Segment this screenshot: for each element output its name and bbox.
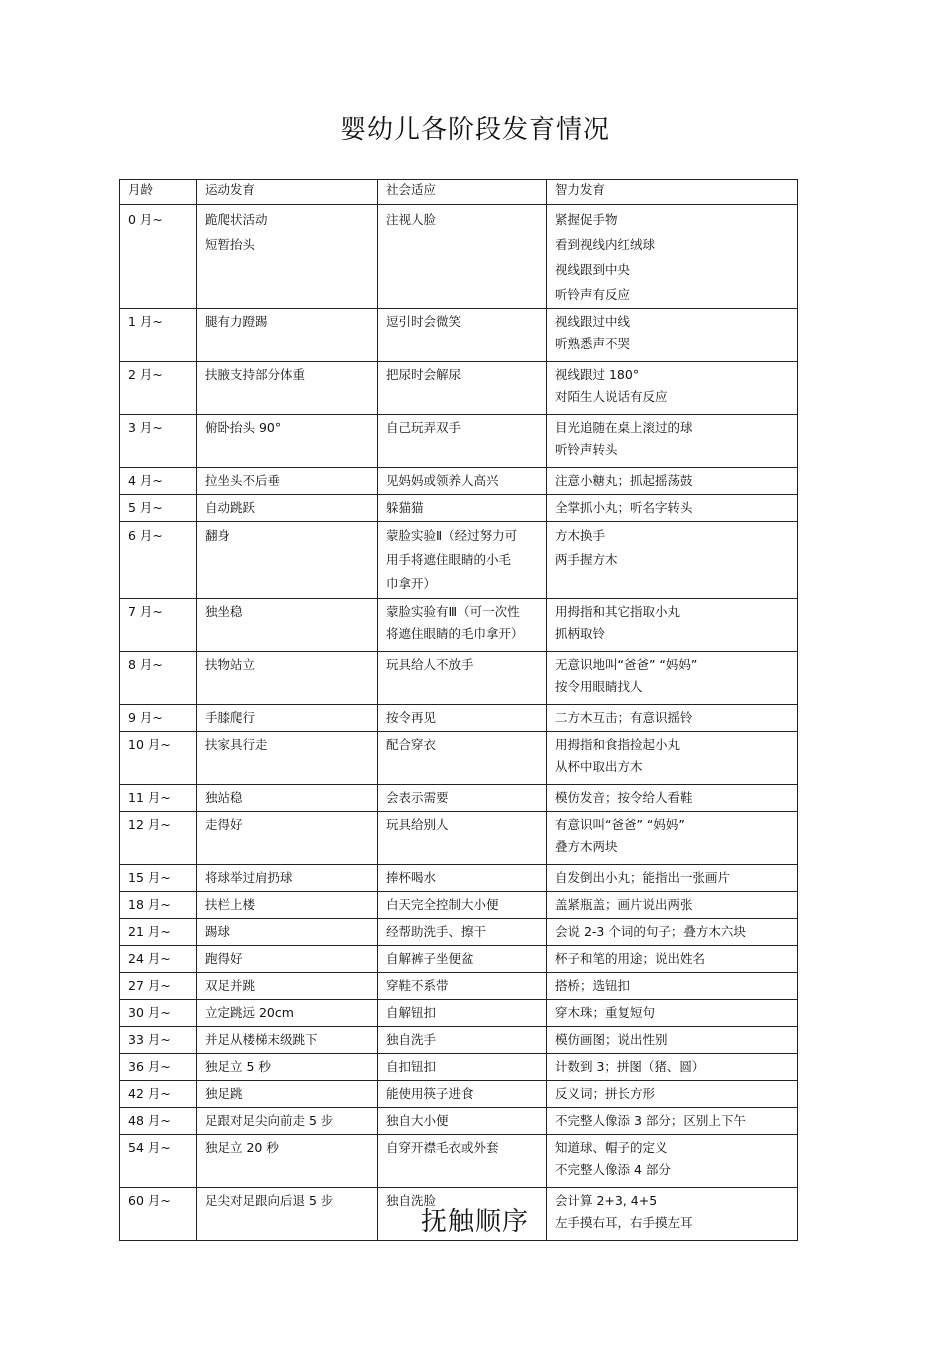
social-cell <box>378 495 547 522</box>
motor-text: 足跟对足尖向前走 5 步 <box>205 1113 334 1128</box>
age-label: 60 月~ <box>128 1193 171 1208</box>
motor-cell <box>197 362 378 415</box>
social-cell <box>378 522 547 599</box>
motor-cell <box>197 599 378 652</box>
age-label: 21 月~ <box>128 924 171 939</box>
intellect-text: 听熟悉声不哭 <box>555 336 631 351</box>
social-cell <box>378 732 547 785</box>
intellect-text: 模仿画图；说出性别 <box>555 1032 668 1047</box>
table-row <box>120 973 798 1000</box>
intellect-text: 自发倒出小丸；能指出一张画片 <box>555 870 731 885</box>
social-cell <box>378 973 547 1000</box>
social-cell <box>378 652 547 705</box>
social-text: 按令再见 <box>386 710 437 725</box>
intellect-cell <box>547 362 798 415</box>
age-label: 54 月~ <box>128 1140 171 1155</box>
table-row <box>120 946 798 973</box>
intellect-cell <box>547 973 798 1000</box>
age-label: 11 月~ <box>128 790 171 805</box>
age-cell <box>120 785 197 812</box>
age-label: 12 月~ <box>128 817 171 832</box>
header-social: 社会适应 <box>378 180 547 205</box>
table-header-row <box>120 180 798 205</box>
table-row <box>120 522 798 599</box>
intellect-cell <box>547 415 798 468</box>
intellect-text: 对陌生人说话有反应 <box>555 389 668 404</box>
intellect-text: 按令用眼睛找人 <box>555 679 643 694</box>
table-row <box>120 599 798 652</box>
motor-text: 走得好 <box>205 817 243 832</box>
intellect-text: 视线跟过中线 <box>555 314 631 329</box>
intellect-text: 紧握促手物 <box>555 212 618 227</box>
motor-text: 扶栏上楼 <box>205 897 256 912</box>
social-text: 自己玩弄双手 <box>386 420 462 435</box>
motor-cell <box>197 468 378 495</box>
intellect-text: 有意识叫“爸爸” “妈妈” <box>555 817 685 832</box>
intellect-cell <box>547 1135 798 1188</box>
table-row <box>120 652 798 705</box>
age-label: 0 月~ <box>128 212 163 227</box>
motor-text: 跑得好 <box>205 951 243 966</box>
intellect-cell <box>547 205 798 309</box>
motor-cell <box>197 1000 378 1027</box>
intellect-text: 全掌抓小丸；听名字转头 <box>555 500 693 515</box>
motor-text: 独足跳 <box>205 1086 243 1101</box>
social-text: 配合穿衣 <box>386 737 437 752</box>
social-cell <box>378 812 547 865</box>
table-row <box>120 1135 798 1188</box>
motor-cell <box>197 946 378 973</box>
social-cell <box>378 785 547 812</box>
social-cell <box>378 919 547 946</box>
intellect-text: 反义词；拼长方形 <box>555 1086 656 1101</box>
social-text: 将遮住眼睛的毛巾拿开） <box>386 626 524 641</box>
motor-text: 双足并跳 <box>205 978 256 993</box>
motor-text: 立定跳远 20cm <box>205 1005 294 1020</box>
age-label: 4 月~ <box>128 473 163 488</box>
age-cell <box>120 205 197 309</box>
age-cell <box>120 468 197 495</box>
table-row <box>120 1027 798 1054</box>
intellect-text: 搭桥；选钮扣 <box>555 978 631 993</box>
header-motor: 运动发育 <box>197 180 378 205</box>
social-text: 独自大小便 <box>386 1113 449 1128</box>
social-text: 能使用筷子进食 <box>386 1086 474 1101</box>
age-cell <box>120 1081 197 1108</box>
intellect-text: 计数到 3；拼图（猪、圆） <box>555 1059 705 1074</box>
social-text: 自扣钮扣 <box>386 1059 437 1074</box>
age-cell <box>120 812 197 865</box>
age-label: 9 月~ <box>128 710 163 725</box>
intellect-text: 用拇指和食指捡起小丸 <box>555 737 681 752</box>
development-table <box>119 179 798 1241</box>
table-row <box>120 309 798 362</box>
social-text: 会表示需要 <box>386 790 449 805</box>
table-row <box>120 1000 798 1027</box>
intellect-cell <box>547 468 798 495</box>
social-cell <box>378 865 547 892</box>
intellect-cell <box>547 1000 798 1027</box>
age-label: 15 月~ <box>128 870 171 885</box>
section-title-touch-order: 抚触顺序 <box>420 1207 529 1237</box>
social-text: 自穿开襟毛衣或外套 <box>386 1140 499 1155</box>
motor-cell <box>197 919 378 946</box>
table-row <box>120 1081 798 1108</box>
social-text: 自解裤子坐便盆 <box>386 951 474 966</box>
intellect-cell <box>547 1027 798 1054</box>
intellect-text: 用拇指和其它指取小丸 <box>555 604 681 619</box>
social-cell <box>378 599 547 652</box>
social-cell <box>378 946 547 973</box>
age-cell <box>120 1108 197 1135</box>
table-row <box>120 919 798 946</box>
intellect-text: 视线跟到中央 <box>555 262 631 277</box>
table-row <box>120 705 798 732</box>
age-cell <box>120 892 197 919</box>
social-cell <box>378 1000 547 1027</box>
motor-cell <box>197 495 378 522</box>
motor-cell <box>197 812 378 865</box>
social-text: 自解钮扣 <box>386 1005 437 1020</box>
header-age: 月龄 <box>120 180 197 205</box>
social-cell <box>378 205 547 309</box>
social-text: 白天完全控制大小便 <box>386 897 499 912</box>
social-cell <box>378 705 547 732</box>
intellect-cell <box>547 309 798 362</box>
intellect-text: 不完整人像添 3 部分；区别上下午 <box>555 1113 746 1128</box>
age-cell <box>120 652 197 705</box>
age-cell <box>120 495 197 522</box>
age-label: 3 月~ <box>128 420 163 435</box>
intellect-cell <box>547 892 798 919</box>
age-label: 18 月~ <box>128 897 171 912</box>
age-cell <box>120 599 197 652</box>
age-cell <box>120 732 197 785</box>
intellect-cell <box>547 1054 798 1081</box>
motor-cell <box>197 973 378 1000</box>
motor-cell <box>197 652 378 705</box>
table-row <box>120 865 798 892</box>
table-row <box>120 1108 798 1135</box>
age-cell <box>120 415 197 468</box>
age-cell <box>120 309 197 362</box>
age-label: 6 月~ <box>128 528 163 543</box>
age-label: 33 月~ <box>128 1032 171 1047</box>
table-row <box>120 732 798 785</box>
intellect-cell <box>547 732 798 785</box>
social-cell <box>378 415 547 468</box>
intellect-text: 看到视线内红绒球 <box>555 237 656 252</box>
social-text: 捧杯喝水 <box>386 870 437 885</box>
social-cell <box>378 1027 547 1054</box>
age-cell <box>120 865 197 892</box>
intellect-cell <box>547 812 798 865</box>
table-row <box>120 205 798 309</box>
motor-text: 腿有力蹬踢 <box>205 314 268 329</box>
age-cell <box>120 1027 197 1054</box>
motor-cell <box>197 785 378 812</box>
social-text: 玩具给别人 <box>386 817 449 832</box>
motor-text: 独足立 5 秒 <box>205 1059 271 1074</box>
motor-cell <box>197 892 378 919</box>
age-label: 42 月~ <box>128 1086 171 1101</box>
social-text: 独自洗手 <box>386 1032 437 1047</box>
intellect-text: 会计算 2+3, 4+5 <box>555 1193 658 1208</box>
age-label: 8 月~ <box>128 657 163 672</box>
motor-text: 扶家具行走 <box>205 737 268 752</box>
table-row <box>120 468 798 495</box>
intellect-text: 盖紧瓶盖；画片说出两张 <box>555 897 693 912</box>
motor-cell <box>197 1081 378 1108</box>
intellect-text: 不完整人像添 4 部分 <box>555 1162 671 1177</box>
social-text: 注视人脸 <box>386 212 437 227</box>
intellect-text: 两手握方木 <box>555 552 618 567</box>
intellect-cell <box>547 599 798 652</box>
age-cell <box>120 1135 197 1188</box>
intellect-text: 目光追随在桌上滚过的球 <box>555 420 693 435</box>
intellect-text: 从杯中取出方木 <box>555 759 643 774</box>
table-row <box>120 812 798 865</box>
age-label: 1 月~ <box>128 314 163 329</box>
age-label: 48 月~ <box>128 1113 171 1128</box>
intellect-text: 抓柄取铃 <box>555 626 606 641</box>
motor-cell <box>197 1027 378 1054</box>
table-row <box>120 1054 798 1081</box>
motor-cell <box>197 1135 378 1188</box>
motor-cell <box>197 1054 378 1081</box>
age-label: 24 月~ <box>128 951 171 966</box>
intellect-cell <box>547 919 798 946</box>
motor-cell <box>197 309 378 362</box>
motor-cell <box>197 415 378 468</box>
age-cell <box>120 919 197 946</box>
motor-text: 跪爬状活动 <box>205 212 268 227</box>
age-cell <box>120 1000 197 1027</box>
social-cell <box>378 1108 547 1135</box>
social-text: 玩具给人不放手 <box>386 657 474 672</box>
intellect-text: 方木换手 <box>555 528 606 543</box>
header-intellect: 智力发育 <box>547 180 798 205</box>
motor-text: 独站稳 <box>205 790 243 805</box>
age-cell <box>120 1054 197 1081</box>
intellect-text: 叠方木两块 <box>555 839 618 854</box>
motor-text: 自动跳跃 <box>205 500 256 515</box>
intellect-text: 听铃声转头 <box>555 442 618 457</box>
age-cell <box>120 705 197 732</box>
intellect-cell <box>547 705 798 732</box>
motor-text: 翻身 <box>205 528 231 543</box>
intellect-text: 知道球、帽子的定义 <box>555 1140 668 1155</box>
social-text: 独自洗脸 <box>386 1193 437 1208</box>
intellect-text: 模仿发音；按令给人看鞋 <box>555 790 693 805</box>
social-text: 用手将遮住眼睛的小毛 <box>386 552 512 567</box>
table-row <box>120 415 798 468</box>
social-text: 躲猫猫 <box>386 500 424 515</box>
social-cell <box>378 1081 547 1108</box>
age-cell <box>120 522 197 599</box>
social-text: 经帮助洗手、擦干 <box>386 924 487 939</box>
intellect-cell <box>547 652 798 705</box>
intellect-text: 听铃声有反应 <box>555 287 631 302</box>
intellect-text: 无意识地叫“爸爸” “妈妈” <box>555 657 698 672</box>
social-text: 巾拿开） <box>386 576 437 591</box>
social-cell <box>378 892 547 919</box>
age-label: 30 月~ <box>128 1005 171 1020</box>
intellect-text: 左手摸右耳，右手摸左耳 <box>555 1215 693 1230</box>
social-text: 把尿时会解尿 <box>386 367 462 382</box>
motor-cell <box>197 705 378 732</box>
social-cell <box>378 309 547 362</box>
motor-text: 扶腋支持部分体重 <box>205 367 306 382</box>
motor-cell <box>197 1108 378 1135</box>
intellect-cell <box>547 785 798 812</box>
age-cell <box>120 362 197 415</box>
motor-text: 俯卧抬头 90° <box>205 420 282 435</box>
intellect-text: 视线跟过 180° <box>555 367 640 382</box>
social-text: 穿鞋不系带 <box>386 978 449 993</box>
motor-text: 短暂抬头 <box>205 237 256 252</box>
intellect-text: 杯子和笔的用途；说出姓名 <box>555 951 706 966</box>
social-text: 蒙脸实验有Ⅲ（可一次性 <box>386 604 520 619</box>
intellect-text: 注意小糖丸；抓起摇荡鼓 <box>555 473 693 488</box>
intellect-cell <box>547 1081 798 1108</box>
table-row <box>120 892 798 919</box>
motor-cell <box>197 522 378 599</box>
social-cell <box>378 1135 547 1188</box>
motor-text: 扶物站立 <box>205 657 256 672</box>
intellect-cell <box>547 495 798 522</box>
table-row <box>120 785 798 812</box>
age-label: 27 月~ <box>128 978 171 993</box>
social-cell <box>378 1054 547 1081</box>
table-row <box>120 495 798 522</box>
intellect-text: 穿木珠；重复短句 <box>555 1005 656 1020</box>
motor-text: 将球举过肩扔球 <box>205 870 293 885</box>
motor-text: 独坐稳 <box>205 604 243 619</box>
intellect-text: 二方木互击；有意识摇铃 <box>555 710 693 725</box>
age-cell <box>120 946 197 973</box>
social-text: 蒙脸实验Ⅱ（经过努力可 <box>386 528 518 543</box>
social-text: 见妈妈或领养人高兴 <box>386 473 499 488</box>
intellect-cell <box>547 1108 798 1135</box>
motor-text: 手膝爬行 <box>205 710 256 725</box>
motor-text: 独足立 20 秒 <box>205 1140 279 1155</box>
social-text: 逗引时会微笑 <box>386 314 462 329</box>
motor-text: 足尖对足跟向后退 5 步 <box>205 1193 334 1208</box>
intellect-cell <box>547 946 798 973</box>
age-label: 36 月~ <box>128 1059 171 1074</box>
social-cell <box>378 362 547 415</box>
motor-cell <box>197 865 378 892</box>
social-cell <box>378 468 547 495</box>
table-body <box>120 205 798 1241</box>
age-cell <box>120 973 197 1000</box>
age-label: 7 月~ <box>128 604 163 619</box>
table-row <box>120 362 798 415</box>
page-title: 婴幼儿各阶段发育情况 <box>339 115 610 145</box>
intellect-cell <box>547 865 798 892</box>
motor-cell <box>197 205 378 309</box>
motor-cell <box>197 732 378 785</box>
age-label: 2 月~ <box>128 367 163 382</box>
motor-text: 拉坐头不后垂 <box>205 473 281 488</box>
intellect-cell <box>547 522 798 599</box>
motor-text: 并足从楼梯末级跳下 <box>205 1032 318 1047</box>
age-label: 5 月~ <box>128 500 163 515</box>
intellect-text: 会说 2-3 个词的句子；叠方木六块 <box>555 924 746 939</box>
age-label: 10 月~ <box>128 737 171 752</box>
motor-text: 踢球 <box>205 924 231 939</box>
